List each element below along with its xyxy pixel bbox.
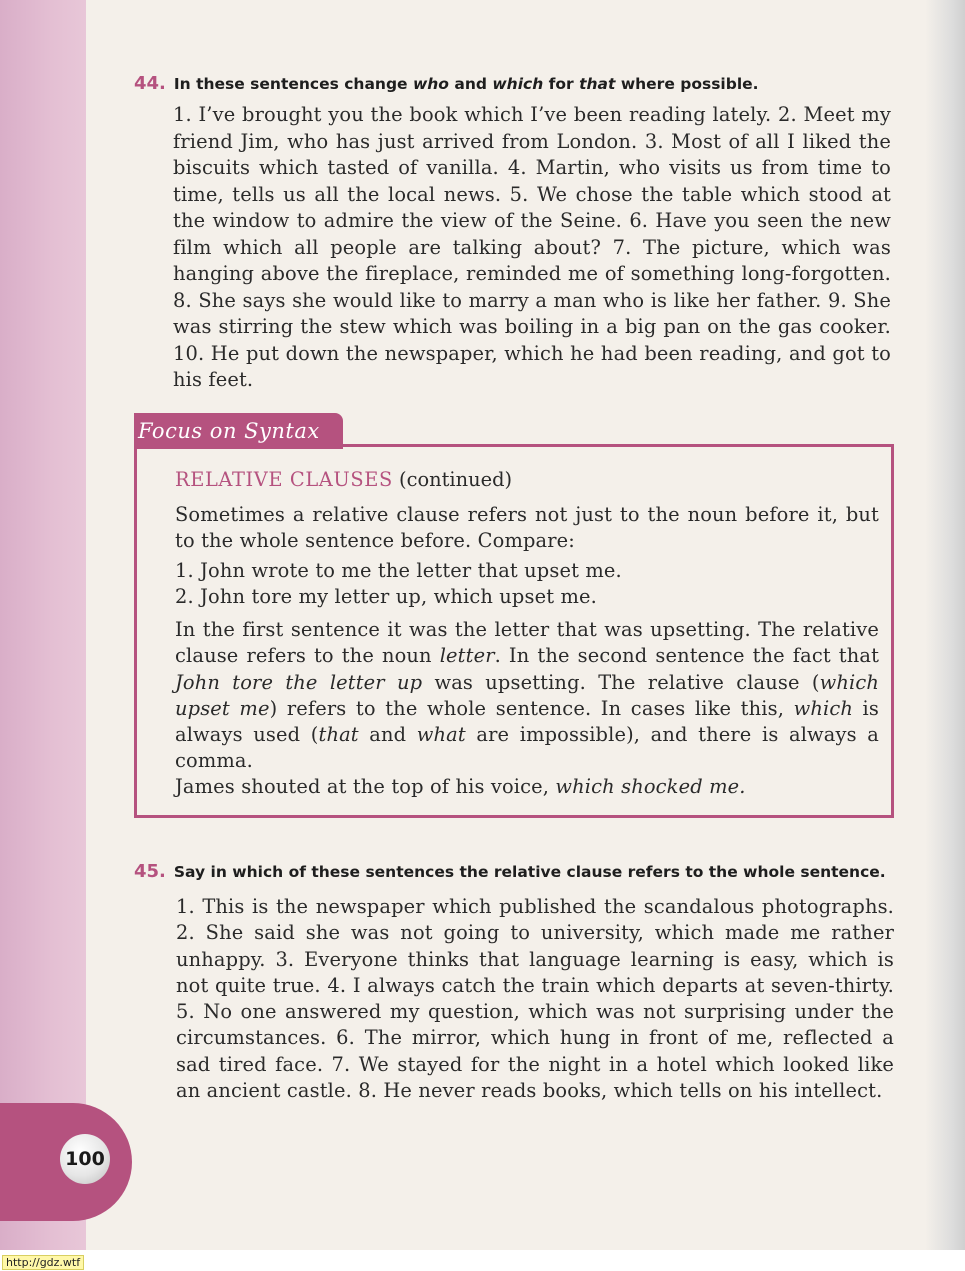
rule-title: [175, 468, 512, 491]
rule-example-2: 2. John tore my letter up, which upset me.: [175, 585, 597, 608]
exercise-44-number: 44.: [134, 73, 166, 94]
rule-text: was upsetting. The relative clause (: [422, 670, 820, 694]
rule-text: are impossible), and there is always a comma.: [175, 723, 879, 773]
focus-on-syntax-tab: Focus on Syntax: [134, 413, 343, 449]
exercise-44-heading: [134, 73, 759, 94]
rule-italic-john: John tore the letter up: [175, 670, 423, 694]
rule-italic-that: that: [318, 723, 359, 747]
rule-intro: Sometimes a relative clause refers not just to the noun before it, but to the whole sentence before. Compare:: [175, 503, 879, 553]
rule-text: . In the second sentence the fact that: [494, 644, 880, 668]
rule-text: and: [358, 723, 417, 747]
watermark-link[interactable]: http://gdz.wtf: [2, 1255, 84, 1270]
rule-italic-which: which: [793, 696, 853, 720]
exercise-45-heading: [134, 861, 886, 882]
rule-italic-which-upset: which upset me: [175, 670, 879, 720]
page-number: 100: [60, 1134, 110, 1184]
instruction-word-which: which: [492, 75, 544, 93]
rule-italic-what: what: [416, 723, 466, 747]
instruction-text: where possible.: [615, 75, 759, 93]
instruction-text: Say in which of these sentences the relative clause refers to the whole sentence.: [173, 863, 886, 881]
rule-text: is always used (: [175, 696, 879, 747]
instruction-text: and: [448, 75, 493, 93]
rule-text: ) refers to the whole sentence. In cases like this,: [269, 696, 794, 720]
rule-text: James shouted at the top of his voice,: [175, 775, 556, 798]
left-margin-band: [0, 0, 86, 1250]
rule-title-caps: RELATIVE CLAUSES: [175, 468, 393, 491]
rule-title-rest: (continued): [392, 468, 513, 491]
rule-italic-letter: letter: [439, 644, 495, 668]
bottom-strip: [0, 1250, 965, 1271]
rule-explanation: [175, 617, 879, 775]
instruction-text: for: [543, 75, 580, 93]
instruction-word-who: who: [412, 75, 449, 93]
rule-italic-example: which shocked me.: [555, 775, 746, 798]
instruction-text: In these sentences change: [173, 75, 413, 93]
rule-example-1: 1. John wrote to me the letter that upset me.: [175, 559, 622, 582]
instruction-word-that: that: [579, 75, 616, 93]
exercise-45-text: 1. This is the newspaper which published the scandalous photographs. 2. She said she was not going to university, which made me rather unhappy. 3. Everyone thinks that language learning is easy, which is not quite true. 4. I always catch the train which departs at seven-thirty. 5. No one answered my question, which was not surprising under the circumstances. 6. The mirror, which hung in front of me, reflected a sad tired face. 7. We stayed for the night in a hotel which looked like an ancient castle. 8. He never reads books, which tells on his intellect.: [176, 895, 894, 1103]
rule-final-example: [175, 775, 746, 798]
exercise-45-number: 45.: [134, 861, 166, 882]
rule-text: In the first sentence it was the letter that was upsetting. The relative clause refers to the noun: [175, 618, 879, 668]
page-edge-shadow: [925, 0, 965, 1271]
exercise-44-text: 1. I’ve brought you the book which I’ve been reading lately. 2. Meet my friend Jim, who has just arrived from London. 3. Most of all I liked the biscuits which tasted of vanilla. 4. Martin, who visits us from time to time, tells us all the local news. 5. We chose the table which stood at the window to admire the view of the Seine. 6. Have you seen the new film which all people are talking about? 7. The picture, which was hanging above the fireplace, reminded me of something long-forgotten. 8. She says she would like to marry a man who is like her father. 9. She was stirring the stew which was boiling in a big pan on the gas cooker. 10. He put down the newspaper, which he had been reading, and got to his feet.: [173, 103, 891, 391]
